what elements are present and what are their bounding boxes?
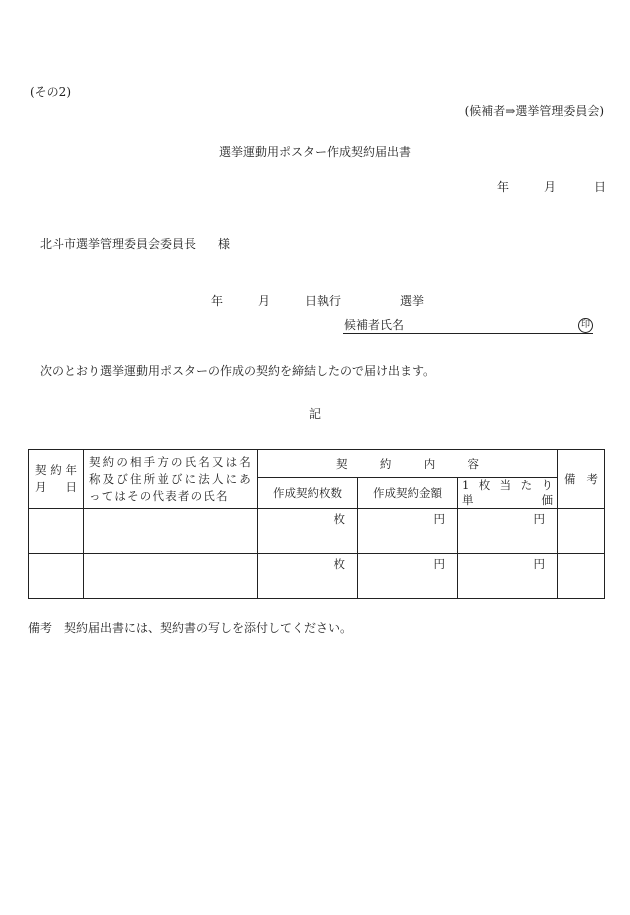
cell-party[interactable] — [84, 509, 258, 554]
cell-party[interactable] — [84, 554, 258, 599]
seal-icon: 印 — [578, 318, 593, 333]
execution-year-label: 年 — [211, 294, 224, 308]
cell-amount[interactable]: 円 — [358, 554, 458, 599]
cell-date[interactable] — [29, 509, 84, 554]
document-title: 選挙運動用ポスター作成契約届出書 — [218, 145, 411, 159]
contract-table — [28, 449, 605, 599]
cell-sheets[interactable]: 枚 — [258, 554, 358, 599]
execution-month-label: 月 — [258, 294, 271, 308]
header-sheets: 作成契約枚数 — [258, 478, 358, 509]
date-year-label: 年 — [497, 180, 510, 194]
cell-date[interactable] — [29, 554, 84, 599]
cell-amount[interactable]: 円 — [358, 509, 458, 554]
table-row — [29, 509, 605, 554]
candidate-name-label: 候補者氏名 — [344, 318, 405, 332]
cell-notes[interactable] — [558, 509, 605, 554]
routing-note: (候補者⇒選挙管理委員会) — [464, 104, 604, 118]
date-day-label: 日 — [594, 180, 607, 194]
header-amount: 作成契約金額 — [358, 478, 458, 509]
header-contract-party: 契約の相手方の氏名又は名称及び住所並びに法人にあってはその代表者の氏名 — [84, 450, 258, 509]
header-contract-date: 契 約 年 月 日 — [29, 450, 84, 509]
addressee: 北斗市選挙管理委員会委員長 — [40, 237, 197, 251]
cell-notes[interactable] — [558, 554, 605, 599]
execution-day-label: 日執行 — [305, 294, 342, 308]
header-unit-price: 1 枚 当 た り 単 価 — [458, 478, 558, 509]
addressee-honorific: 様 — [218, 237, 231, 251]
date-month-label: 月 — [544, 180, 557, 194]
intro-text: 次のとおり選挙運動用ポスターの作成の契約を締結したので届け出ます。 — [40, 364, 436, 378]
ki-heading: 記 — [308, 407, 321, 421]
cell-unit-price[interactable]: 円 — [458, 554, 558, 599]
cell-unit-price[interactable]: 円 — [458, 509, 558, 554]
cell-sheets[interactable]: 枚 — [258, 509, 358, 554]
document-number: (その2) — [30, 85, 71, 99]
election-label: 選挙 — [400, 294, 425, 308]
candidate-name-line — [343, 333, 593, 334]
table-row — [29, 554, 605, 599]
remark-text: 備考 契約届出書には、契約書の写しを添付してください。 — [28, 621, 353, 635]
header-contract-details: 契 約 内 容 — [258, 450, 558, 478]
header-notes: 備 考 — [558, 450, 605, 509]
